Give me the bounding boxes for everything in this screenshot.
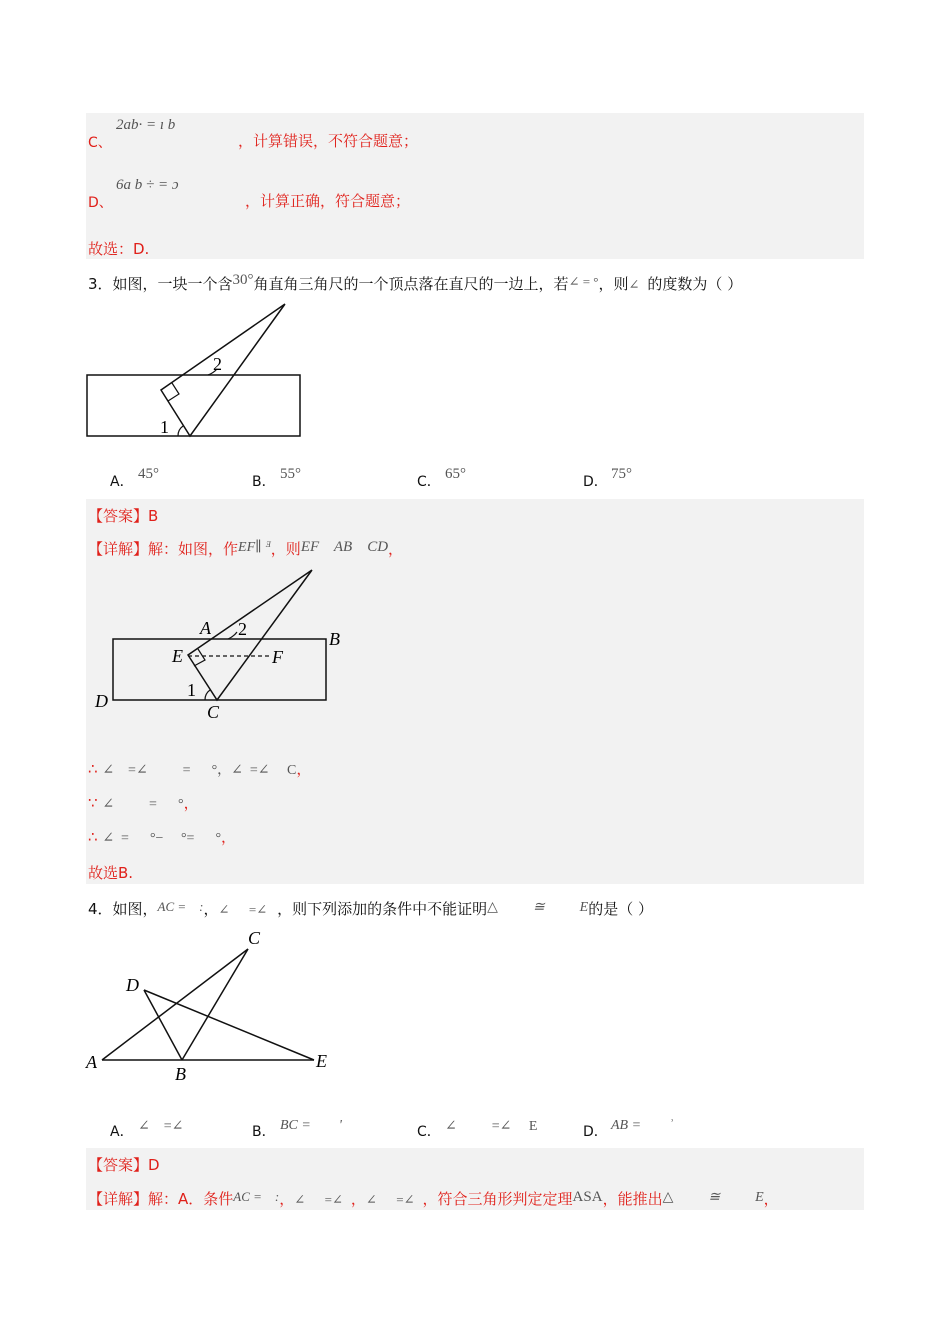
q3-option-b-value[interactable]: 55°	[280, 466, 301, 482]
q4-option-b-value[interactable]: BC = '	[280, 1118, 342, 1133]
question-4-stem	[88, 898, 653, 919]
q3-step-2-math: ∠ = °	[102, 797, 184, 812]
q4-detail-text3: ，能推出	[602, 1190, 663, 1208]
angle-1-arc	[178, 426, 183, 436]
label-c: C	[207, 702, 220, 722]
q4-detail-math4: △ ≅ E	[662, 1190, 764, 1205]
label-a: A	[200, 618, 211, 638]
label-f: F	[272, 647, 283, 667]
q4-detail-text2: ，符合三角形判定定理	[422, 1190, 573, 1208]
q3-step-1-sym: ∴	[88, 760, 98, 778]
q3-option-d-value[interactable]: 75°	[611, 466, 632, 482]
q3-select: 故选B.	[88, 864, 134, 882]
figure-q3	[80, 298, 320, 448]
q4-option-a-letter[interactable]: A．	[110, 1124, 134, 1140]
q4-detail-text: 解：A．条件	[148, 1190, 234, 1208]
angle-label-2: 2	[213, 354, 222, 374]
label-b: B	[329, 629, 340, 649]
q4-math1: AC = :	[157, 899, 204, 914]
q3-step-3-end: ，	[221, 828, 237, 846]
q3-angle-sym: ∠	[628, 277, 640, 292]
label-e: E	[172, 646, 183, 666]
label-c: C	[248, 928, 261, 948]
q4-option-c-value[interactable]: ∠ =∠ E	[445, 1119, 538, 1134]
q3-option-c-value[interactable]: 65°	[445, 466, 466, 482]
q4-text-c: 的是（ ）	[588, 900, 654, 918]
figure-a3	[90, 565, 350, 725]
q4-text-b: ，则下列添加的条件中不能证明	[277, 900, 488, 918]
ruler-rect	[113, 639, 326, 700]
option-c-prefix: C、	[88, 135, 112, 151]
label-e: E	[316, 1051, 327, 1071]
q4-option-b-letter[interactable]: B．	[252, 1124, 276, 1140]
q3-text-c: ，则	[598, 275, 629, 293]
label-1: 1	[187, 680, 196, 700]
label-b: B	[175, 1064, 186, 1084]
q3-option-a-letter[interactable]: A．	[110, 474, 134, 490]
q4-option-c-letter[interactable]: C．	[417, 1124, 441, 1140]
q3-option-d-letter[interactable]: D．	[583, 474, 608, 490]
select-answer: 故选：D.	[88, 240, 150, 258]
q3-detail-line	[88, 538, 403, 559]
q3-detail-then: ，则	[270, 540, 301, 558]
angle-2-arc	[228, 632, 237, 639]
angle-label-1: 1	[160, 417, 169, 437]
option-d-prefix: D、	[88, 195, 113, 211]
q4-option-d-value[interactable]: AB = ʾ	[611, 1118, 674, 1133]
option-d-math: 6a b ÷ = ɔ	[116, 177, 179, 193]
q4-option-d-letter[interactable]: D．	[583, 1124, 608, 1140]
q3-detail-math1: EF∥ ᴲ	[238, 540, 271, 555]
q3-step-3-math: ∠ = °− °= °	[102, 831, 222, 846]
angle-1-arc	[205, 690, 210, 700]
right-angle-mark	[194, 649, 205, 666]
q4-detail-sep2: ，	[350, 1190, 366, 1208]
q4-detail-math2: ∠ =∠	[294, 1192, 343, 1207]
label-d: D	[126, 975, 139, 995]
q3-detail-prefix: 【详解】	[88, 540, 149, 558]
label-d: D	[95, 691, 108, 711]
q3-option-c-letter[interactable]: C．	[417, 474, 441, 490]
q3-text-a: 3．如图，一块一个含	[88, 275, 233, 293]
question-3-stem	[88, 273, 742, 294]
q3-angle-expr: ∠ = °	[568, 274, 599, 289]
q4-detail-prefix: 【详解】	[88, 1190, 149, 1208]
line-de	[144, 990, 314, 1060]
line-db	[144, 990, 182, 1060]
q4-answer: 【答案】D	[88, 1156, 160, 1174]
q3-detail-math2: EF AB CD	[300, 539, 389, 555]
q4-math2: ∠ =∠	[218, 902, 268, 917]
q4-detail-end: ，	[763, 1190, 779, 1208]
option-d-text: ，计算正确，符合题意；	[245, 192, 411, 210]
figure-q4	[82, 922, 342, 1087]
option-c-math: 2ab· = ı b	[116, 117, 176, 133]
q4-sep1: ，	[203, 900, 219, 918]
q3-detail-end: ，	[388, 540, 404, 558]
q4-detail-line	[88, 1188, 779, 1209]
q4-detail-asa: ASA	[572, 1189, 603, 1205]
q3-step-1-end: ，	[296, 760, 312, 778]
triangle-ruler	[161, 304, 285, 436]
label-a: A	[86, 1052, 97, 1072]
right-angle-mark	[168, 383, 179, 401]
q3-deg30: 30°	[232, 272, 254, 288]
q4-detail-math1: AC = :	[233, 1189, 280, 1204]
q3-option-a-value[interactable]: 45°	[138, 466, 159, 482]
q4-math3: △ ≅ E	[487, 900, 589, 915]
q3-step-2-sym: ∵	[88, 794, 98, 812]
q3-step-1	[88, 758, 311, 779]
option-c-text: ，计算错误，不符合题意；	[238, 132, 419, 150]
q3-detail-text: 解：如图，作	[148, 540, 239, 558]
ruler-rect	[87, 375, 300, 436]
solution-block-previous	[86, 113, 864, 259]
label-2: 2	[238, 619, 247, 639]
q4-option-a-value[interactable]: ∠ =∠	[138, 1119, 184, 1134]
q3-step-3-sym: ∴	[88, 828, 98, 846]
line-ac	[102, 949, 248, 1060]
line-bc	[182, 949, 248, 1060]
q3-text-d: 的度数为（ ）	[647, 275, 743, 293]
q3-step-3	[88, 826, 236, 847]
q4-detail-math3: ∠ =∠	[365, 1192, 415, 1207]
q4-text-a: 4．如图，	[88, 900, 158, 918]
q3-step-2-end: ，	[183, 794, 199, 812]
q3-step-2	[88, 792, 199, 813]
q3-text-b: 角直角三角尺的一个顶点落在直尺的一边上，若	[253, 275, 569, 293]
q3-option-b-letter[interactable]: B．	[252, 474, 276, 490]
q3-answer: 【答案】B	[88, 507, 159, 525]
q4-detail-sep1: ，	[279, 1190, 295, 1208]
q3-step-1-math: ∠ =∠ = °，∠ =∠ C	[102, 763, 297, 778]
